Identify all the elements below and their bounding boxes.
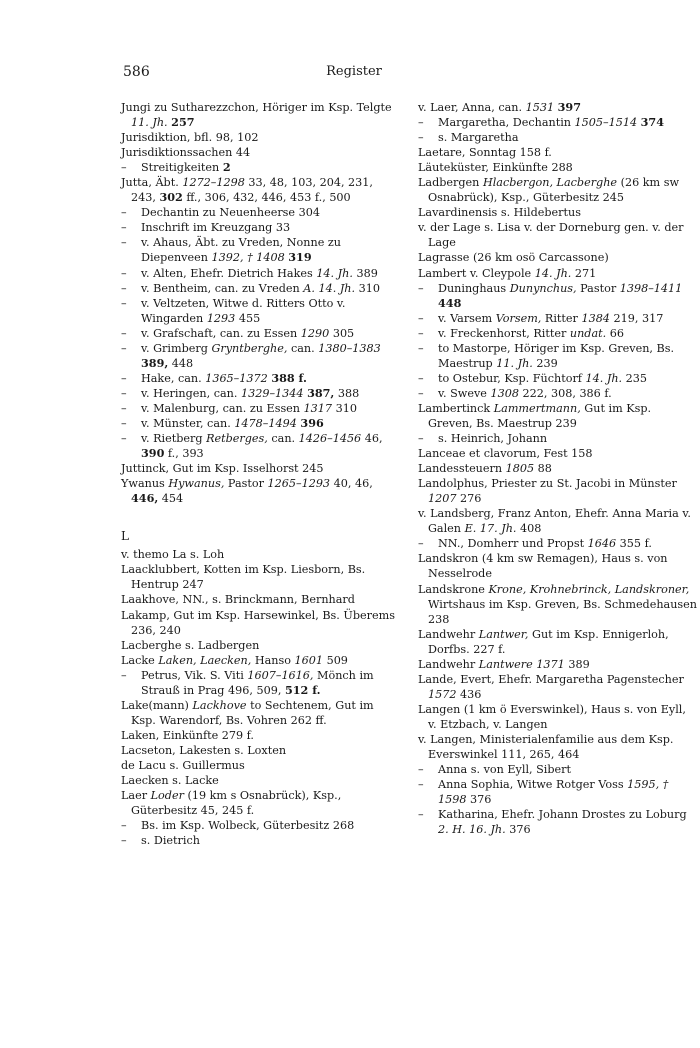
entry-text: de Lacu s. Guillermus (121, 758, 245, 772)
entry-text: 222, 308, 386 f. (518, 386, 612, 400)
entry-text: (19 km s Osnabrück), Ksp., Güterbesitz 45, 245 f. (131, 789, 342, 818)
subentry-dash: – (121, 834, 127, 848)
entry-text: f., 393 (164, 447, 204, 461)
index-entry (418, 250, 698, 265)
index-subentry (418, 341, 698, 371)
index-subentry (121, 160, 401, 175)
index-subentry (418, 281, 698, 311)
entry-text: (26 km sw Osnabrück), Ksp., Güterbesitz 245 (428, 176, 680, 205)
entry-text: E. 17. Jh. (464, 522, 517, 536)
entry-text: Hlacbergon, Lacberghe (482, 176, 618, 190)
index-entry (121, 608, 401, 638)
subentry-dash: – (418, 386, 424, 400)
entry-text: 319 (288, 250, 312, 265)
index-subentry (121, 818, 401, 833)
entry-text: 2. H. 16. Jh. (438, 823, 506, 837)
entry-text: Gryntberghe, (211, 341, 288, 355)
index-entry (121, 145, 401, 160)
entry-text: 33, 48, 103, 204, 231, 243, (131, 176, 373, 205)
index-subentry (121, 833, 401, 848)
subentry-dash: – (418, 371, 424, 385)
entry-text: Lavardinensis s. Hildebertus (418, 206, 581, 220)
entry-text: Dechantin zu Neuenheerse 304 (141, 206, 320, 220)
index-entry (418, 175, 698, 205)
entry-text: Laecken s. Lacke (121, 774, 219, 788)
index-subentry (121, 416, 401, 431)
index-subentry (418, 807, 698, 837)
entry-text: Lacseton, Lakesten s. Loxten (121, 743, 287, 757)
entry-text: Langen (1 km ö Everswinkel), Haus s. von Eyll, v. Etzbach, v. Langen (418, 702, 686, 731)
subentry-dash: – (418, 326, 424, 340)
entry-text: to Mastorpe, Höriger im Ksp. Greven, Bs. Maestrup (438, 341, 675, 370)
entry-text: Lakamp, Gut im Ksp. Harsewinkel, Bs. Überems 236, 240 (121, 608, 395, 637)
entry-text: Lammertmann, (493, 401, 581, 415)
entry-text: 14. Jh. (316, 266, 353, 280)
entry-text: Wirtshaus im Ksp. Greven, Bs. Schmedehausen 238 (428, 597, 697, 626)
entry-text: Petrus, Vik. S. Viti (141, 668, 248, 682)
index-entry (121, 698, 401, 728)
index-column-right (418, 100, 698, 837)
entry-text: 397 (557, 100, 581, 114)
page-number: 586 (123, 64, 150, 80)
entry-text: 276 (456, 492, 482, 506)
subentry-dash: – (121, 206, 127, 220)
entry-text: 355 f. (616, 537, 652, 551)
entry-text: 14. Jh. (534, 266, 572, 280)
index-subentry (418, 431, 698, 446)
entry-text: Landessteuern (418, 462, 506, 476)
subentry-dash: – (418, 341, 424, 355)
entry-text: Lantwere (478, 657, 533, 671)
entry-text: 1365–1372 (205, 371, 268, 385)
index-entry (418, 732, 698, 762)
entry-text: 1265–1293 (267, 477, 331, 491)
entry-text: 1272–1298 (182, 176, 245, 190)
entry-text: Hywanus, (168, 477, 225, 491)
index-entry (418, 627, 698, 657)
entry-text: Landskrone (418, 582, 489, 596)
entry-text: s. Heinrich, Johann (438, 432, 548, 446)
entry-text: 239 (532, 356, 558, 370)
entry-text: v. Langen, Ministerialenfamilie aus dem Ksp. Everswinkel 111, 265, 464 (418, 732, 674, 762)
entry-text: Laer (121, 789, 151, 803)
entry-text: Lacke (121, 653, 159, 667)
entry-text: 374 (640, 115, 664, 130)
subentry-dash: – (121, 161, 127, 175)
subentry-dash: – (418, 808, 424, 822)
entry-text: v. Heringen, can. (141, 386, 241, 400)
index-entry (418, 145, 698, 160)
subentry-dash: – (121, 266, 127, 280)
entry-text: 389 (352, 266, 378, 280)
subentry-dash: – (121, 668, 127, 682)
entry-text: v. Alten, Ehefr. Dietrich Hakes (141, 266, 317, 280)
index-entry (121, 476, 401, 506)
index-subentry (121, 220, 401, 235)
entry-text: 396 (300, 415, 324, 430)
index-entry (121, 130, 401, 145)
index-entry (121, 728, 401, 743)
entry-text: 1595, † 1598 (438, 778, 669, 807)
subentry-dash: – (121, 386, 127, 400)
entry-text: 1601 (294, 653, 324, 667)
entry-text: 408 (516, 522, 542, 536)
entry-text: Anna Sophia, Witwe Rotger Voss (438, 778, 628, 792)
entry-text: can. (267, 432, 299, 446)
index-entry (121, 547, 401, 562)
index-subentry (418, 130, 698, 145)
entry-text: 390 (141, 446, 165, 461)
entry-text: A. 14. Jh. (303, 281, 356, 295)
subentry-dash: – (121, 281, 127, 295)
index-subentry (121, 235, 401, 265)
index-subentry (418, 386, 698, 401)
entry-text: Jutta, Äbt. (121, 176, 183, 190)
entry-text: 388 (334, 386, 360, 400)
index-subentry (121, 266, 401, 281)
entry-text: Landskron (4 km sw Remagen), Haus s. von Nesselrode (418, 552, 668, 581)
subentry-dash: – (418, 432, 424, 446)
entry-text: Lacberghe s. Ladbergen (121, 638, 260, 652)
entry-text: 1317 (303, 401, 333, 415)
index-entry (121, 638, 401, 653)
entry-text: v. Veltzeten, Witwe d. Ritters Otto v. Wingarden (141, 296, 346, 325)
entry-text: s. Margaretha (438, 131, 519, 145)
running-title: Register (326, 64, 382, 79)
entry-text: v. Münster, can. (141, 416, 235, 430)
entry-text: Vorsem, (495, 311, 542, 325)
entry-text: NN., Domherr und Propst (438, 537, 588, 551)
entry-text: Laacklubbert, Kotten im Ksp. Liesborn, Bs. Hentrup 247 (121, 563, 366, 592)
entry-text: Pastor (224, 477, 268, 491)
entry-text: 388 f. (271, 370, 307, 385)
entry-text: Lagrasse (26 km osö Carcassone) (418, 251, 609, 265)
entry-text: Gut im Ksp. Greven, Bs. Maestrup 239 (428, 401, 652, 430)
index-entry (121, 562, 401, 592)
index-entry (121, 592, 401, 607)
entry-text: 1531 (525, 101, 555, 114)
subentry-dash: – (121, 432, 127, 446)
entry-text: v. Landsberg, Franz Anton, Ehefr. Anna Maria v. Galen (418, 507, 691, 536)
entry-text: 454 (158, 492, 184, 506)
entry-text: 1308 (490, 386, 519, 400)
entry-text: ff., 306, 432, 446, 453 f., 500 (182, 191, 351, 205)
entry-text: Läuteküster, Einkünfte 288 (418, 161, 573, 175)
entry-text: 40, 46, (330, 477, 373, 491)
entry-text: Duninghaus (438, 281, 510, 295)
index-subentry (418, 311, 698, 326)
entry-text: v. Laer, Anna, can. (418, 101, 526, 114)
entry-text: 302 (159, 190, 183, 205)
entry-text: 1398–1411 (619, 281, 683, 295)
index-subentry (121, 371, 401, 386)
entry-text: 1572 (428, 687, 457, 701)
entry-text: Gut im Ksp. Ennigerloh, Dorfbs. 227 f. (428, 627, 669, 656)
entry-text: 1805 (505, 462, 535, 476)
index-subentry (121, 281, 401, 296)
index-entry (418, 506, 698, 536)
entry-text: s. Dietrich (141, 834, 200, 848)
index-entry (121, 653, 401, 668)
index-subentry (121, 668, 401, 698)
entry-text: to Sechtenem, Gut im Ksp. Warendorf, Bs. Vohren 262 ff. (131, 698, 374, 727)
index-subentry (121, 401, 401, 416)
entry-text: Anna s. von Eyll, Sibert (438, 763, 572, 777)
entry-text: Hake, can. (141, 371, 206, 385)
index-entry (418, 266, 698, 281)
entry-text: 436 (456, 687, 482, 701)
entry-text: Ywanus (121, 477, 169, 491)
entry-text: 2 (222, 160, 231, 175)
entry-text: v. themo La s. Loh (121, 548, 225, 562)
index-entry (418, 476, 698, 506)
entry-text: 1646 (587, 537, 617, 551)
entry-text: Landwehr (418, 657, 479, 671)
entry-text: v. Bentheim, can. zu Vreden (141, 281, 304, 295)
subentry-dash: – (418, 131, 424, 145)
entry-text: Jungi zu Sutharezzchon, Höriger im Ksp. Telgte (121, 101, 392, 114)
entry-text: 1505–1514 (574, 116, 638, 130)
index-subentry (121, 431, 401, 461)
entry-text: 11. Jh. (496, 356, 533, 370)
entry-text: 389, (141, 355, 169, 370)
entry-text: 1384 (581, 311, 610, 325)
entry-text: 1478–1494 (234, 416, 297, 430)
subentry-dash: – (418, 763, 424, 777)
index-entry (418, 160, 698, 175)
entry-text: v. Rietberg (141, 432, 207, 446)
entry-text: v. Ahaus, Äbt. zu Vreden, Nonne zu Diepenveen (141, 236, 341, 265)
entry-text: 509 (323, 653, 348, 667)
entry-text: v. Sweve (438, 386, 491, 400)
index-entry (121, 175, 401, 205)
entry-text: 66 (606, 326, 624, 340)
entry-text: Jurisdiktionssachen 44 (121, 146, 251, 160)
entry-text: 448 (168, 356, 194, 370)
index-entry (418, 100, 698, 115)
entry-text: 14. Jh. (585, 371, 623, 385)
entry-text: 310 (355, 281, 380, 295)
entry-text: Laakhove, NN., s. Brinckmann, Bernhard (121, 593, 355, 607)
section-letter: L (121, 529, 129, 544)
entry-text: 1392, † 1408 (211, 251, 285, 265)
entry-text: 455 (235, 311, 261, 325)
index-entry (121, 743, 401, 758)
entry-text: Retberges, (206, 432, 268, 446)
index-entry (418, 702, 698, 732)
entry-text: Laken, Einkünfte 279 f. (121, 728, 254, 742)
entry-text: 257 (171, 115, 195, 130)
entry-text: 235 (622, 371, 648, 385)
entry-text: Juttinck, Gut im Ksp. Isselhorst 245 (121, 462, 324, 476)
entry-text: Streitigkeiten (141, 161, 223, 175)
subentry-dash: – (121, 296, 127, 310)
entry-text: 1293 (206, 311, 236, 325)
index-subentry (418, 115, 698, 130)
entry-text: Katharina, Ehefr. Johann Drostes zu Loburg (438, 808, 687, 822)
entry-text: 1380–1383 (318, 341, 381, 355)
index-entry (121, 758, 401, 773)
entry-text: Dunynchus, (509, 281, 577, 295)
index-column-left (121, 100, 401, 848)
entry-text: Margaretha, Dechantin (438, 116, 575, 130)
entry-text: 376 (505, 823, 531, 837)
index-entry (121, 461, 401, 476)
section-gap (121, 506, 401, 520)
entry-text: 1329–1344 (240, 386, 304, 400)
entry-text: Laken, Laecken, (158, 653, 252, 667)
entry-text: Landolphus, Priester zu St. Jacobi in Münster (418, 477, 677, 491)
entry-text: 448 (438, 295, 462, 310)
entry-text: Lambertinck (418, 401, 494, 415)
entry-text: v. Freckenhorst, Ritter (438, 326, 570, 340)
subentry-dash: – (121, 221, 127, 235)
entry-text: Lantwer, (478, 627, 529, 641)
index-entry (418, 446, 698, 461)
entry-text: 11. Jh. (131, 116, 168, 130)
index-subentry (418, 777, 698, 807)
entry-text: 310 (332, 401, 357, 415)
entry-text: Ladbergen (418, 176, 483, 190)
subentry-dash: – (121, 819, 127, 833)
entry-text: Lanceae et clavorum, Fest 158 (418, 447, 593, 461)
entry-text: 46, (361, 432, 383, 446)
entry-text: Lake(mann) (121, 698, 193, 712)
entry-text: Lande, Evert, Ehefr. Margaretha Pagenstecher (418, 672, 684, 686)
entry-text: 389 (564, 657, 590, 671)
entry-text: Laetare, Sonntag 158 f. (418, 146, 552, 160)
entry-text: Hanso (251, 653, 295, 667)
entry-text: 88 (534, 462, 552, 476)
index-entry (418, 582, 698, 627)
entry-text: 1426–1456 (298, 432, 362, 446)
entry-text: v. der Lage s. Lisa v. der Dorneburg gen. v. der Lage (418, 221, 684, 250)
index-subentry (121, 205, 401, 220)
entry-text: Landwehr (418, 627, 479, 641)
entry-text: Bs. im Ksp. Wolbeck, Güterbesitz 268 (141, 819, 355, 833)
index-entry (418, 401, 698, 431)
subentry-dash: – (121, 326, 127, 340)
index-entry (418, 205, 698, 220)
entry-text: 1371 (536, 657, 565, 671)
subentry-dash: – (121, 371, 127, 385)
entry-text: 271 (571, 266, 597, 280)
subentry-dash: – (418, 311, 424, 325)
page-header (123, 64, 585, 84)
entry-text: Mönch im Strauß in Prag 496, 509, (141, 668, 374, 697)
index-subentry (418, 762, 698, 777)
entry-text: can. (287, 341, 319, 355)
subentry-dash: – (418, 116, 424, 130)
entry-text: 446, (131, 491, 159, 506)
subentry-dash: – (418, 778, 424, 792)
index-subentry (418, 326, 698, 341)
index-entry (418, 461, 698, 476)
index-subentry (121, 386, 401, 401)
entry-text: Lackhove (192, 698, 247, 712)
entry-text: 1607–1616, (247, 668, 314, 682)
entry-text: Jurisdiktion, bfl. 98, 102 (121, 131, 259, 145)
index-entry (121, 100, 401, 130)
entry-text: 305 (329, 326, 355, 340)
index-entry (418, 220, 698, 250)
entry-text: 512 f. (284, 682, 321, 697)
entry-text: v. Grimberg (141, 341, 212, 355)
index-subentry (121, 296, 401, 326)
entry-text: v. Varsem (438, 311, 496, 325)
index-entry (418, 672, 698, 702)
entry-text: to Ostebur, Ksp. Füchtorf (438, 371, 586, 385)
subentry-dash: – (121, 401, 127, 415)
entry-text: v. Grafschaft, can. zu Essen (141, 326, 301, 340)
entry-text: Ritter (541, 311, 582, 325)
index-subentry (121, 326, 401, 341)
entry-text: 1290 (300, 326, 330, 340)
entry-text: Loder (150, 789, 184, 803)
entry-text: Pastor (576, 281, 620, 295)
index-entry (121, 773, 401, 788)
index-entry (121, 788, 401, 818)
entry-text: 1207 (428, 492, 457, 506)
entry-text: Krone, Krohnebrinck, Landskroner, (488, 582, 690, 596)
entry-text: Lambert v. Cleypole (418, 266, 535, 280)
entry-text: 387, (307, 385, 335, 400)
subentry-dash: – (418, 281, 424, 295)
entry-text: v. Malenburg, can. zu Essen (141, 401, 304, 415)
entry-text: Inschrift im Kreuzgang 33 (141, 221, 291, 235)
index-subentry (418, 536, 698, 551)
subentry-dash: – (121, 236, 127, 250)
index-subentry (418, 371, 698, 386)
entry-text: 219, 317 (609, 311, 664, 325)
entry-text: 376 (466, 793, 492, 807)
index-entry (418, 551, 698, 581)
subentry-dash: – (121, 341, 127, 355)
entry-text: undat. (569, 326, 607, 340)
subentry-dash: – (121, 416, 127, 430)
index-entry (418, 657, 698, 672)
index-subentry (121, 341, 401, 371)
subentry-dash: – (418, 537, 424, 551)
